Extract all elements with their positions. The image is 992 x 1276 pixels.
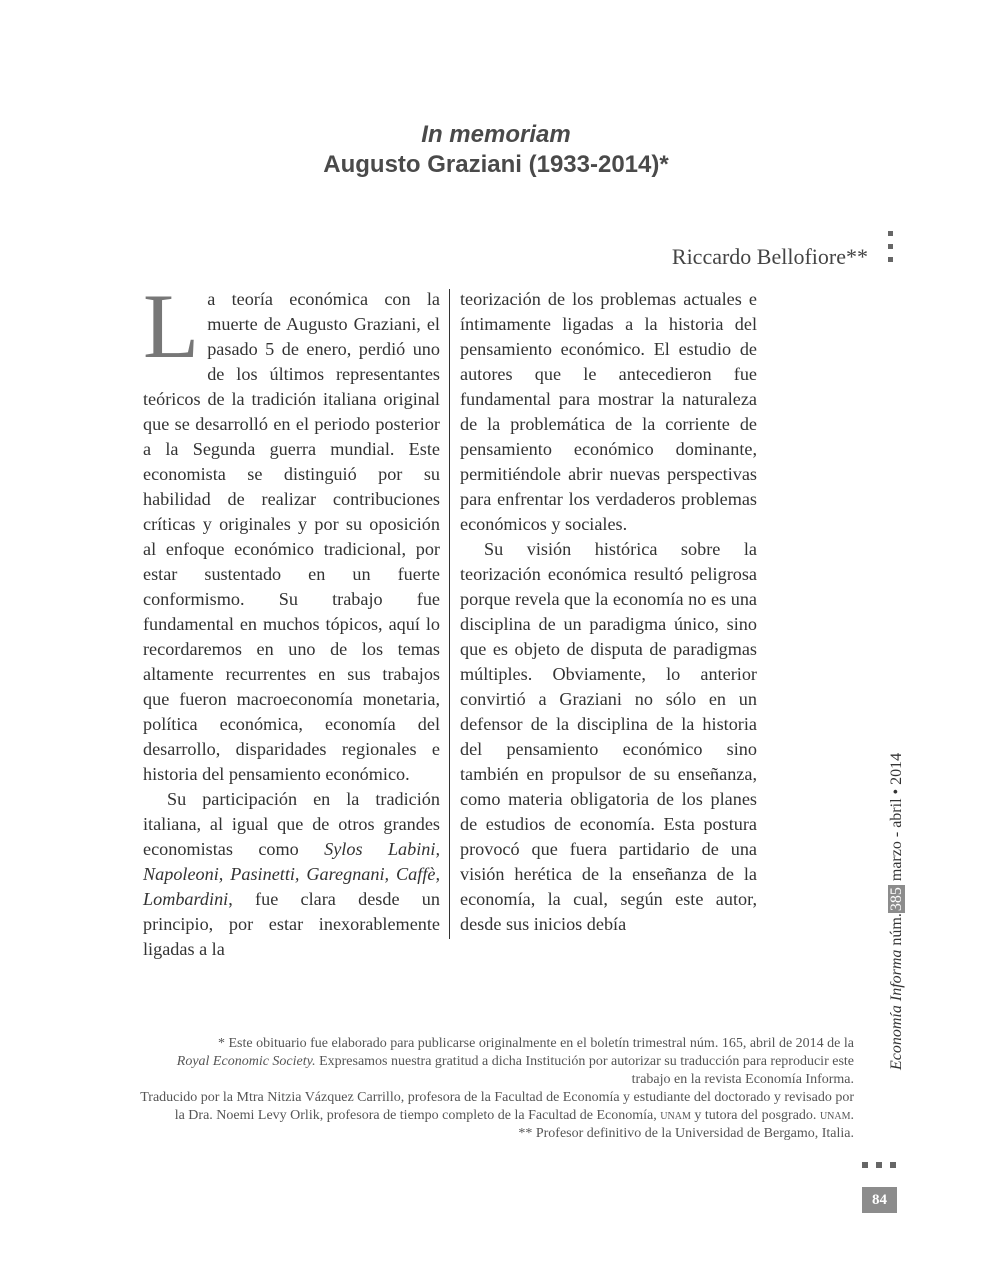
right-column xyxy=(460,287,757,937)
paragraph-2 xyxy=(143,787,440,962)
footnote-2-text-a: Traducido por la Mtra Nitzia Vázquez Carrillo, profesora de la Facultad de Economía y estudiante del doctorado y revisado por la Dra. Noemi Levy Orlik, profesora de tiempo completo de la Facultad de Economía, xyxy=(140,1090,854,1123)
drop-cap: L xyxy=(143,275,200,377)
footnote-2-text-c: . xyxy=(850,1108,854,1123)
footnote-2-text-b: y tutora del posgrado. xyxy=(690,1108,820,1123)
royal-economic-society: Royal Economic Society. xyxy=(176,1054,316,1069)
issue-date: marzo - abril • 2014 xyxy=(888,752,905,886)
journal-sidebar xyxy=(888,753,906,1070)
issue-number: 385 xyxy=(888,887,905,912)
paragraph-2-text-start: Su participación en la tradición italiana, al igual que de otros grandes economistas como xyxy=(143,789,440,859)
footnote-2 xyxy=(140,1089,854,1125)
footnotes xyxy=(140,1035,854,1143)
paragraph-1 xyxy=(143,275,440,787)
footnote-1 xyxy=(140,1035,854,1089)
unam-2: unam xyxy=(819,1108,851,1123)
issue-label: núm. xyxy=(888,913,905,950)
footnote-1-text-a: * Este obituario fue elaborado para publicarse originalmente en el boletín trimestral núm. 165, abril de 2014 de la xyxy=(217,1036,854,1051)
author-name: Riccardo Bellofiore** xyxy=(671,244,868,269)
article-title: Augusto Graziani (1933-2014)* xyxy=(323,151,669,178)
footnote-1-text-b: Expresamos nuestra gratitud a dicha Institución por autorizar su traducción para reproducir este trabajo en la revista Economía Informa. xyxy=(315,1054,854,1087)
paragraph-3: teorización de los problemas actuales e íntimamente ligadas a la historia del pensamiento económico. El estudio de autores que le antecedieron fue fundamental para mostrar la naturaleza de la problemática de la corriente de pensamiento económico dominante, permitiéndole abrir nuevas perspectivas para enfrentar los verdaderos problemas económicos y sociales. xyxy=(460,289,757,534)
economist-names: Sylos Labini, Napoleoni, Pasinetti, Garegnani, Caffè, Lombardini xyxy=(143,839,440,909)
paragraph-4: Su visión histórica sobre la teorización económica resultó peligrosa porque revela que la economía no es una disciplina de un paradigma único, sino que es objeto de disputa de paradigmas múltiples. Obviamente, lo anterior convirtió a Graziani no sólo en un defensor de la disciplina de la historia del pensamiento económico sino también en propulsor de su enseñanza, como materia obligatoria de los planes de estudios de economía. Esta postura provocó que fuera partidario de una visión herética de la enseñanza de la economía, la cual, según este autor, desde sus inicios debía xyxy=(460,539,757,934)
page-number: 84 xyxy=(862,1187,897,1213)
left-column xyxy=(143,275,440,962)
in-memoriam-heading: In memoriam xyxy=(421,121,571,148)
paragraph-1-text: a teoría económica con la muerte de Augusto Graziani, el pasado 5 de enero, perdió uno de los últimos representantes teóricos de la tradición italiana original que se desarrolló en el periodo posterior a la Segunda guerra mundial. Este economista se distinguió por su habilidad de realizar contribuciones críticas y originales y por su oposición al enfoque económico tradicional, por estar sustentado en un fuerte conformismo. Su trabajo fue fundamental en muchos tópicos, aquí lo recordaremos en uno de los temas altamente recurrentes en sus trabajos que fueron macroeconomía monetaria, política económica, economía del desarrollo, disparidades regionales e historia del pensamiento económico. xyxy=(143,289,440,784)
unam-1: unam xyxy=(660,1108,691,1123)
vertical-dots-ornament xyxy=(888,231,894,270)
footnote-3: ** Profesor definitivo de la Universidad de Bergamo, Italia. xyxy=(518,1126,854,1141)
journal-name: Economía Informa xyxy=(888,949,905,1070)
title-block xyxy=(0,120,992,180)
column-divider xyxy=(449,289,450,939)
paragraph-2-text-end: , fue clara desde un principio, por estar inexorablemente ligadas a la xyxy=(143,889,440,959)
horizontal-dots-ornament xyxy=(862,1155,904,1161)
